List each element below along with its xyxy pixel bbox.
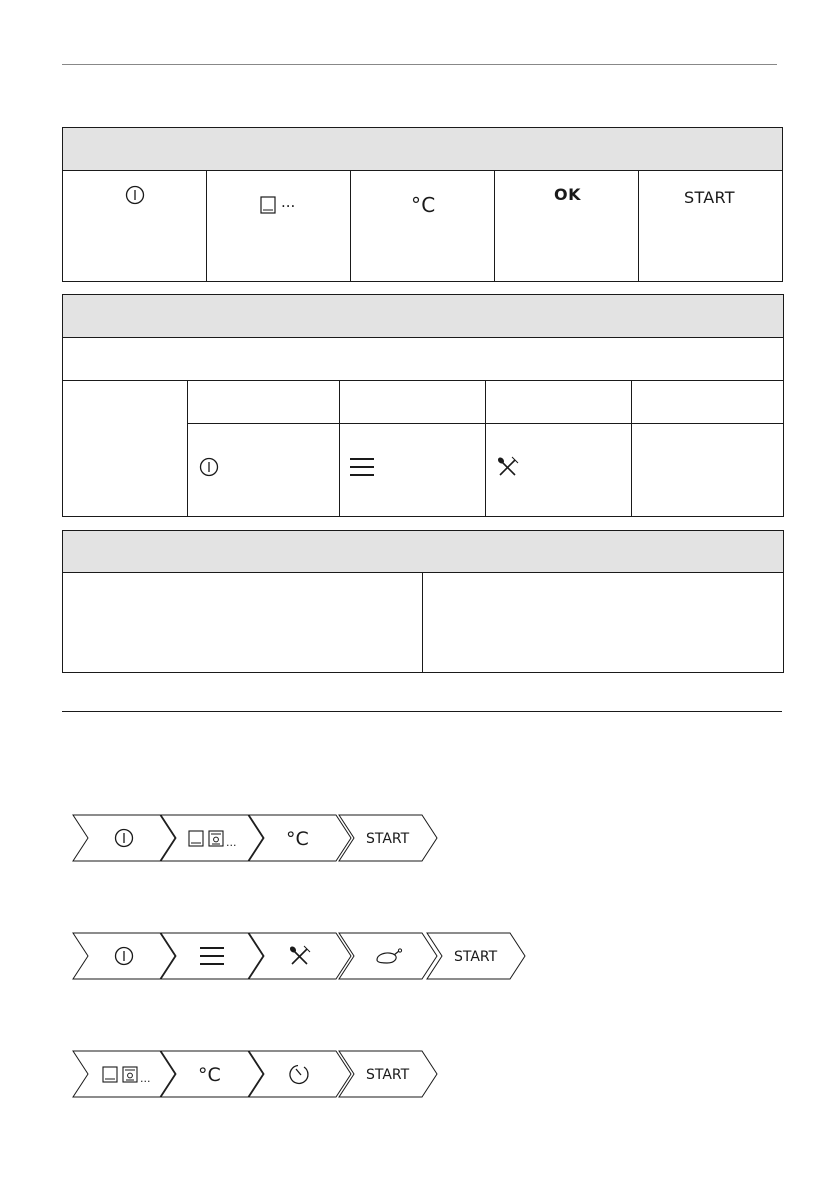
ellipsis-text: ... xyxy=(226,836,237,849)
celsius-label: °C xyxy=(198,1064,221,1086)
step-cutlery xyxy=(249,933,351,979)
menu-table-header xyxy=(63,295,784,338)
step-power xyxy=(73,815,175,861)
step-start xyxy=(427,933,525,979)
control-cell-ok xyxy=(495,171,639,282)
menu-icon xyxy=(340,424,484,512)
menu-table-step-2 xyxy=(340,381,486,424)
control-table xyxy=(62,127,783,282)
menu-cell-menu xyxy=(340,424,486,517)
top-rule xyxy=(62,64,777,65)
menu-cell-cutlery xyxy=(486,424,632,517)
celsius-label: °C xyxy=(286,828,309,850)
notes-table-header xyxy=(63,531,784,573)
step-timer xyxy=(249,1051,351,1097)
step-roast xyxy=(339,933,437,979)
celsius-label: °C xyxy=(411,193,436,217)
step-temperature xyxy=(249,815,351,861)
control-cell-power xyxy=(63,171,207,282)
menu-cell-power xyxy=(188,424,340,517)
sequence-1 xyxy=(72,813,442,863)
ok-label: OK xyxy=(554,185,581,204)
sequence-2 xyxy=(72,931,532,981)
power-icon xyxy=(188,424,338,512)
start-label: START xyxy=(366,1067,410,1083)
control-cell-function xyxy=(207,171,351,282)
step-function xyxy=(73,1051,175,1097)
menu-table-row-label xyxy=(63,381,188,517)
notes-cell-right xyxy=(423,573,784,673)
ellipsis-text: ... xyxy=(281,193,296,211)
notes-cell-left xyxy=(63,573,423,673)
menu-table-step-3 xyxy=(486,381,632,424)
menu-table-step-1 xyxy=(188,381,340,424)
control-cell-temperature xyxy=(351,171,495,282)
start-label: START xyxy=(366,831,410,847)
step-start xyxy=(339,1051,437,1097)
step-function xyxy=(161,815,263,861)
sequence-3 xyxy=(72,1049,442,1099)
power-icon xyxy=(63,171,207,277)
menu-table xyxy=(62,294,784,517)
cutlery-icon xyxy=(486,424,630,512)
notes-table xyxy=(62,530,784,673)
step-power xyxy=(73,933,175,979)
step-temperature xyxy=(161,1051,263,1097)
start-label: START xyxy=(684,188,735,207)
step-start xyxy=(339,815,437,861)
oven-mode-icon xyxy=(207,171,351,277)
control-cell-start xyxy=(639,171,783,282)
control-table-header xyxy=(63,128,783,171)
menu-table-step-4 xyxy=(632,381,784,424)
menu-cell-empty xyxy=(632,424,784,517)
menu-table-subheader xyxy=(63,338,784,381)
step-menu xyxy=(161,933,263,979)
section-rule xyxy=(62,711,782,712)
start-label: START xyxy=(454,949,498,965)
ellipsis-text: ... xyxy=(140,1072,151,1085)
